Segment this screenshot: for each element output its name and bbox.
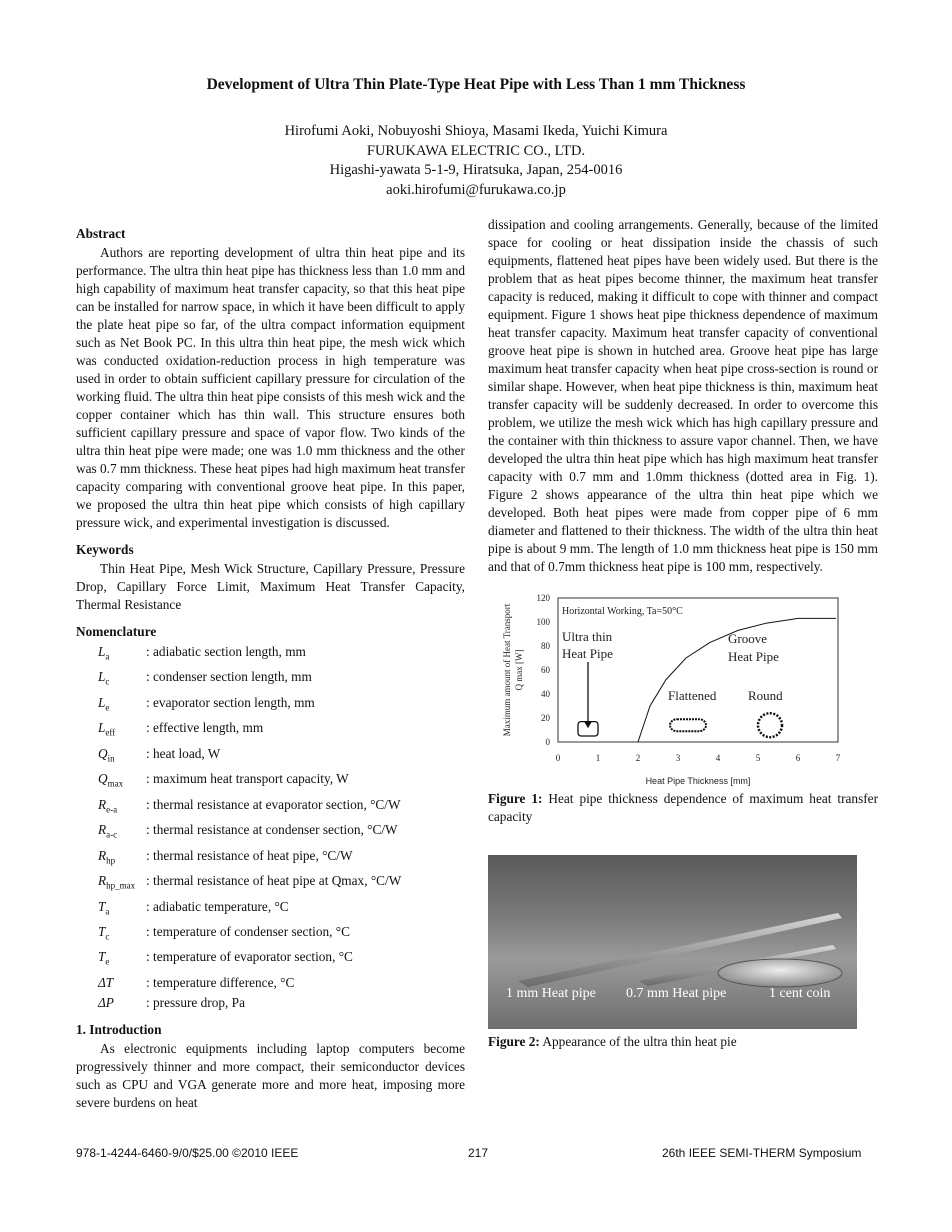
left-column: [76, 225, 465, 1112]
y-tick-label: 80: [541, 641, 550, 651]
nomenclature-definition: : pressure drop, Pa: [146, 994, 245, 1010]
figure-2-label: Figure 2:: [488, 1034, 540, 1049]
figure-1-chart: [488, 586, 878, 786]
nomenclature-definition: : thermal resistance of heat pipe at Qmax, °C/W: [146, 873, 402, 889]
nomenclature-item: [76, 820, 465, 845]
nomenclature-item: [76, 718, 465, 743]
author-address: Higashi-yawata 5-1-9, Hiratsuka, Japan, 254-0016: [329, 162, 623, 178]
nomenclature-list: [76, 642, 465, 1012]
nomenclature-item: [76, 947, 465, 972]
y-tick-label: 40: [541, 689, 550, 699]
nomenclature-item: [76, 871, 465, 896]
x-axis-label: Heat Pipe Thickness [mm]: [645, 776, 751, 786]
annotation-flattened: Flattened: [668, 688, 717, 703]
nomenclature-definition: : maximum heat transport capacity, W: [146, 771, 349, 787]
y-tick-label: 60: [541, 665, 550, 675]
nomenclature-definition: : condenser section length, mm: [146, 669, 312, 685]
author-names: Hirofumi Aoki, Nobuyoshi Shioya, Masami Ikeda, Yuichi Kimura: [284, 123, 668, 139]
nomenclature-symbol: $L_c$: [98, 669, 110, 688]
introduction-heading: 1. Introduction: [76, 1022, 162, 1038]
nomenclature-item: [76, 973, 465, 993]
nomenclature-symbol: ΔP: [98, 994, 114, 1010]
round-cross-section: [758, 713, 782, 737]
x-tick-label: 0: [555, 753, 561, 763]
footer-conference: 26th IEEE SEMI-THERM Symposium: [662, 1146, 862, 1160]
x-tick-label: 1: [595, 753, 601, 763]
nomenclature-definition: : thermal resistance at condenser section, °C/W: [146, 822, 398, 838]
nomenclature-symbol: $T_c$: [98, 923, 110, 942]
nomenclature-definition: : adiabatic section length, mm: [146, 644, 306, 659]
nomenclature-symbol: $R_{e-a}$: [98, 796, 118, 815]
author-email: aoki.hirofumi@furukawa.co.jp: [386, 181, 566, 198]
nomenclature-definition: : thermal resistance at evaporator section, °C/W: [146, 796, 401, 812]
x-tick-label: 2: [635, 753, 641, 763]
figure-2-caption: [488, 1033, 878, 1051]
nomenclature-definition: : temperature of condenser section, °C: [146, 923, 350, 939]
figure-2-caption-text: Appearance of the ultra thin heat pie: [539, 1034, 737, 1049]
plot-frame: [558, 598, 838, 742]
flattened-cross-section: [670, 719, 706, 731]
abstract-heading: Abstract: [76, 226, 126, 241]
annotation-ultra-thin-line2: Heat Pipe: [562, 646, 613, 661]
nomenclature-symbol: $R_{hp\_max}$: [98, 873, 136, 891]
keywords-heading: Keywords: [76, 542, 134, 557]
y-tick-label: 0: [545, 737, 550, 747]
figure-1-caption-text: Heat pipe thickness dependence of maximum heat transfer capacity: [488, 791, 878, 824]
annotation-ultra-thin: Ultra thin: [562, 629, 613, 644]
introduction-text-right: dissipation and cooling arrangements. Generally, because of the limited space for cooling or heat dissipation inside the chassis of such equipments, flattened heat pipes have been widely used. But there is the problem that as heat pipes become thinner, the maximum heat transfer capacity is reduced, making it difficult to cope with thinner and compact equipment. Figure 1 shows heat pipe thickness dependence of maximum heat transfer capacity. Maximum heat transfer capacity of conventional groove heat pipe is shown in hutched area. Groove heat pipe has large maximum heat transfer capacity when heat pipe cross-section is round or similar shape. However, when heat pipe thickness is thin, maximum heat transfer capacity will be suddenly decreased. In order to overcome this problem, we utilize the mesh wick which has high capillary pressure and the container with thin thickness to assure vapor channel. Then, we have developed the ultra thin heat pipe which has high maximum heat transfer capacity with 0.7 mm and 1.0mm thickness (dotted area in Fig. 1). Figure 2 shows appearance of the ultra thin heat pipe which we developed. Both heat pipes were made from copper pipe of 6 mm diameter and flattened to their thickness. The width of the ultra thin heat pipe is about 9 mm. The length of 1.0 mm thickness heat pipe is 150 mm and that of 0.7mm thickness heat pipe is 100 mm, respectively.: [488, 217, 878, 574]
nomenclature-item: [76, 693, 465, 718]
nomenclature-symbol: $L_{eff}$: [98, 720, 116, 739]
nomenclature-symbol: $R_{a-c}$: [98, 822, 118, 840]
nomenclature-symbol: $Q_{in}$: [98, 745, 115, 764]
y-tick-label: 100: [536, 617, 550, 627]
nomenclature-definition: : adiabatic temperature, °C: [146, 898, 289, 914]
annotation-groove-line2: Heat Pipe: [728, 649, 779, 664]
nomenclature-item: [76, 993, 465, 1013]
y-tick-label: 120: [536, 593, 550, 603]
nomenclature-item: [76, 642, 465, 667]
nomenclature-item: [76, 922, 465, 947]
y-axis-label-unit: Q max [W]: [514, 649, 524, 691]
nomenclature-item: [76, 769, 465, 794]
nomenclature-symbol: $T_a$: [98, 898, 110, 917]
coin-shape: [718, 959, 842, 987]
figure-1-label: Figure 1:: [488, 791, 543, 806]
y-tick-label: 20: [541, 713, 550, 723]
annotation-round: Round: [748, 688, 783, 703]
paper-title: Development of Ultra Thin Plate-Type Heat Pipe with Less Than 1 mm Thickness: [206, 76, 746, 93]
nomenclature-symbol: ΔT: [98, 974, 114, 990]
x-tick-label: 7: [835, 753, 841, 763]
x-tick-label: 3: [675, 753, 681, 763]
figure-1-caption: [488, 790, 878, 826]
photo-label-07mm: 0.7 mm Heat pipe: [626, 986, 727, 1001]
nomenclature-item: [76, 667, 465, 692]
chart-svg: [488, 586, 878, 786]
nomenclature-definition: : effective length, mm: [146, 720, 264, 736]
y-axis-label: Maximum amount of Heat Transport: [502, 603, 512, 737]
nomenclature-item: [76, 744, 465, 769]
footer-isbn: 978-1-4244-6460-9/0/$25.00 ©2010 IEEE: [76, 1146, 299, 1160]
right-column: [488, 216, 878, 1051]
author-block: [0, 122, 952, 200]
chart-title: Horizontal Working, Ta=50°C: [562, 606, 683, 617]
nomenclature-symbol: $R_{hp}$: [98, 847, 116, 866]
nomenclature-definition: : temperature difference, °C: [146, 974, 295, 990]
nomenclature-item: [76, 846, 465, 871]
nomenclature-symbol: $Q_{max}$: [98, 771, 124, 789]
nomenclature-symbol: $L_e$: [98, 694, 110, 713]
nomenclature-item: [76, 795, 465, 820]
footer-page-number: 217: [468, 1146, 489, 1160]
nomenclature-symbol: $L_a$: [98, 644, 110, 662]
photo-label-coin: 1 cent coin: [769, 986, 831, 1001]
nomenclature-definition: : heat load, W: [146, 745, 221, 761]
introduction-text-left: As electronic equipments including laptop computers become progressively thinner and more compact, their semiconductor devices such as CPU and VGA generate more and more heat, imposing more severe burdens on heat: [76, 1041, 465, 1111]
nomenclature-heading: Nomenclature: [76, 624, 157, 639]
abstract-text: Authors are reporting development of ultra thin heat pipe and its performance. The ultra thin heat pipe has thickness less than 1.0 mm and high capability of maximum heat transfer capacity, so that this heat pipe can be installed for narrow space, in which it have been difficult to apply the plate heat pipe so far, of the ultra compact information equipment such as Net Book PC. In this ultra thin heat pipe, the mesh wick which was conducted oxidation-reduction process in high temperature was used in order to obtain sufficient capillary pressure for circulation of the working fluid. The ultra thin heat pipe consists of this mesh wick and the copper container which has thin wall. This structure ensures both sufficient capillary pressure and space of vapor flow. Two kinds of the ultra thin heat pipe were made; one was 1.0 mm thickness and the other was 0.7 mm thickness. These heat pipes had high maximum heat transfer capacity comparing with conventional groove heat pipe. In this paper, we proposed the ultra thin heat pipe which consists of high capillary pressure wick, and experimental investigation is discussed.: [76, 245, 465, 530]
annotation-groove: Groove: [728, 631, 767, 646]
x-tick-label: 6: [795, 753, 801, 763]
nomenclature-item: [76, 897, 465, 922]
figure-2-photo: [488, 855, 857, 1029]
nomenclature-symbol: $T_e$: [98, 949, 110, 968]
nomenclature-definition: : thermal resistance of heat pipe, °C/W: [146, 847, 353, 863]
author-affiliation: FURUKAWA ELECTRIC CO., LTD.: [366, 142, 586, 159]
nomenclature-definition: : temperature of evaporator section, °C: [146, 949, 353, 965]
x-tick-label: 4: [715, 753, 721, 763]
keywords-text: Thin Heat Pipe, Mesh Wick Structure, Capillary Pressure, Pressure Drop, Capillary Force Limit, Maximum Heat Transfer Capacity, Thermal Resistance: [76, 561, 465, 612]
nomenclature-definition: : evaporator section length, mm: [146, 694, 315, 710]
x-tick-label: 5: [755, 753, 761, 763]
photo-label-1mm: 1 mm Heat pipe: [506, 986, 596, 1001]
ultra-thin-arrow-head: [584, 721, 592, 728]
